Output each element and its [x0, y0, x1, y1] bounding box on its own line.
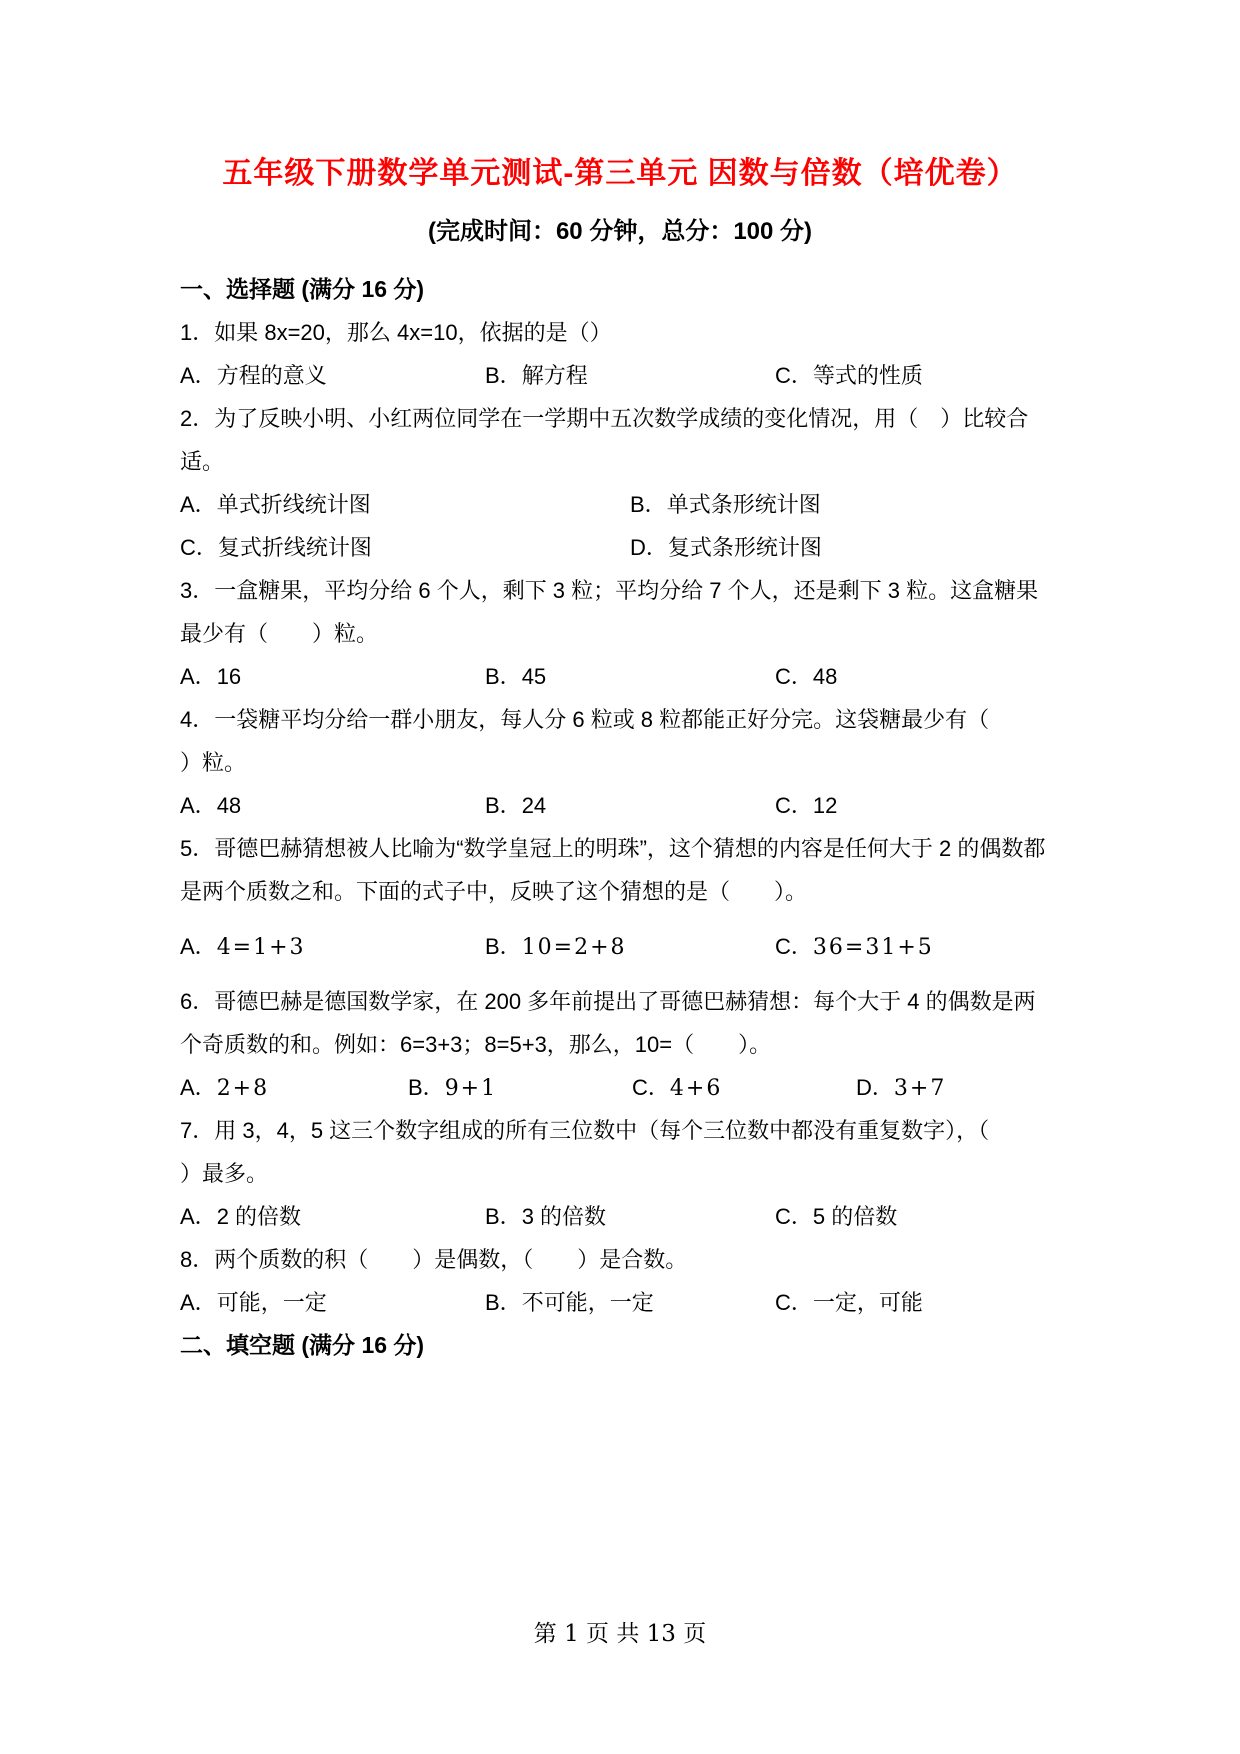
option-text: 方程的意义 [216, 363, 327, 388]
question-7-option-B [485, 1195, 606, 1238]
question-7-option-C [775, 1195, 897, 1238]
question-3-option-B [485, 655, 546, 698]
page-subtitle: (完成时间：60 分钟，总分：100 分) [427, 218, 813, 245]
section-heading-1: 一、选择题 (满分 16 分) [180, 276, 425, 302]
option-text: 一定，可能 [812, 1290, 923, 1315]
option-letter: B． [630, 492, 667, 517]
question-6-options-row-1 [180, 1066, 1100, 1109]
question-6-line-2: 个奇质数的和。例如：6=3+3；8=5+3，那么，10=（ ）。 [180, 1032, 772, 1057]
page-footer: 第 1 页 共 13 页 [533, 1621, 707, 1647]
option-text: 可能，一定 [216, 1290, 327, 1315]
option-text: 48 [812, 664, 838, 689]
question-3-line-2: 最少有（ ）粒。 [180, 621, 379, 646]
option-letter: A． [180, 492, 217, 517]
option-text: 不可能，一定 [521, 1290, 654, 1315]
question-4-option-A [180, 784, 241, 827]
option-text: 16 [216, 664, 242, 689]
question-8-line-1: 8．两个质数的积（ ）是偶数，（ ）是合数。 [180, 1247, 688, 1272]
option-letter: B． [485, 363, 522, 388]
question-3-option-A [180, 655, 241, 698]
option-letter: C． [775, 934, 813, 959]
option-text: 复式条形统计图 [667, 535, 822, 560]
option-letter: B． [485, 934, 522, 959]
option-letter: A． [180, 934, 217, 959]
option-letter: B． [408, 1075, 445, 1100]
option-text: 24 [521, 793, 547, 818]
question-6-option-B [408, 1066, 497, 1110]
option-text: 单式条形统计图 [666, 492, 821, 517]
question-4-options-row-1 [180, 784, 1100, 827]
option-letter: D． [630, 535, 668, 560]
option-text: 36=31+5 [812, 935, 934, 960]
option-letter: D． [856, 1075, 894, 1100]
question-5-options-row-1 [180, 925, 1100, 968]
question-7-options-row-1 [180, 1195, 1100, 1238]
question-5-line-2: 是两个质数之和。下面的式子中，反映了这个猜想的是（ ）。 [180, 879, 808, 904]
page-title: 五年级下册数学单元测试-第三单元 因数与倍数（培优卷） [222, 157, 1018, 190]
question-5-option-C [775, 925, 934, 969]
option-text: 解方程 [521, 363, 588, 388]
option-letter: A． [180, 793, 217, 818]
option-text: 单式折线统计图 [216, 492, 371, 517]
question-4-line-1: 4．一袋糖平均分给一群小朋友，每人分 6 粒或 8 粒都能正好分完。这袋糖最少有（ [180, 707, 990, 732]
question-6-line-1: 6．哥德巴赫是德国数学家，在 200 多年前提出了哥德巴赫猜想：每个大于 4 的偶数是两 [180, 989, 1036, 1014]
option-text: 3 的倍数 [521, 1204, 607, 1229]
question-5-line-1: 5．哥德巴赫猜想被人比喻为“数学皇冠上的明珠”，这个猜想的内容是任何大于 2 的偶数都 [180, 836, 1046, 861]
option-letter: C． [632, 1075, 670, 1100]
question-2-line-2: 适。 [180, 449, 225, 474]
option-text: 3+7 [893, 1076, 947, 1101]
question-2-line-1: 2．为了反映小明、小红两位同学在一学期中五次数学成绩的变化情况，用（ ）比较合 [180, 406, 1029, 431]
question-8-option-A [180, 1281, 327, 1324]
option-text: 4+6 [669, 1076, 723, 1101]
question-3-options-row-1 [180, 655, 1100, 698]
question-7-line-1: 7．用 3，4，5 这三个数字组成的所有三位数中（每个三位数中都没有重复数字），（ [180, 1118, 990, 1143]
question-2-option-C [180, 526, 372, 569]
option-letter: A． [180, 664, 217, 689]
option-letter: C． [775, 1204, 813, 1229]
question-1-options-row-1 [180, 354, 1100, 397]
question-7-option-A [180, 1195, 301, 1238]
question-5-option-A [180, 925, 306, 969]
option-letter: C． [775, 793, 813, 818]
section-heading-2: 二、填空题 (满分 16 分) [180, 1332, 425, 1358]
question-6-option-C [632, 1066, 722, 1110]
question-3-line-1: 3．一盒糖果，平均分给 6 个人，剩下 3 粒；平均分给 7 个人，还是剩下 3 粒。这盒糖果 [180, 578, 1039, 603]
option-letter: B． [485, 793, 522, 818]
question-8-options-row-1 [180, 1281, 1100, 1324]
option-letter: B． [485, 664, 522, 689]
option-text: 等式的性质 [812, 363, 923, 388]
option-letter: C． [180, 535, 218, 560]
question-1-option-B [485, 354, 588, 397]
question-2-options-row-2 [180, 526, 1100, 569]
paper-flow [0, 268, 1240, 1367]
question-2-option-A [180, 483, 371, 526]
question-1-option-C [775, 354, 923, 397]
question-1-line-1: 1．如果 8x=20，那么 4x=10，依据的是（） [180, 320, 612, 345]
option-text: 2+8 [216, 1076, 270, 1101]
option-text: 复式折线统计图 [217, 535, 372, 560]
option-letter: B． [485, 1204, 522, 1229]
option-text: 4=1+3 [216, 935, 306, 960]
question-5-option-B [485, 925, 627, 969]
option-letter: B． [485, 1290, 522, 1315]
question-8-option-C [775, 1281, 923, 1324]
option-letter: C． [775, 1290, 813, 1315]
question-2-option-D [630, 526, 822, 569]
question-4-option-B [485, 784, 546, 827]
question-2-option-B [630, 483, 821, 526]
option-letter: C． [775, 363, 813, 388]
option-letter: A． [180, 1290, 217, 1315]
option-letter: A． [180, 1204, 217, 1229]
question-1-option-A [180, 354, 327, 397]
option-text: 10=2+8 [521, 935, 627, 960]
option-letter: C． [775, 664, 813, 689]
question-3-option-C [775, 655, 837, 698]
question-4-line-2: ）粒。 [180, 750, 247, 775]
option-letter: A． [180, 1075, 217, 1100]
option-text: 9+1 [444, 1076, 498, 1101]
question-6-option-A [180, 1066, 269, 1110]
option-text: 2 的倍数 [216, 1204, 302, 1229]
question-4-option-C [775, 784, 837, 827]
option-text: 12 [812, 793, 838, 818]
option-text: 5 的倍数 [812, 1204, 898, 1229]
option-text: 48 [216, 793, 242, 818]
option-text: 45 [521, 664, 547, 689]
question-2-options-row-1 [180, 483, 1100, 526]
option-letter: A． [180, 363, 217, 388]
question-7-line-2: ）最多。 [180, 1161, 269, 1186]
question-8-option-B [485, 1281, 654, 1324]
question-6-option-D [856, 1066, 946, 1110]
